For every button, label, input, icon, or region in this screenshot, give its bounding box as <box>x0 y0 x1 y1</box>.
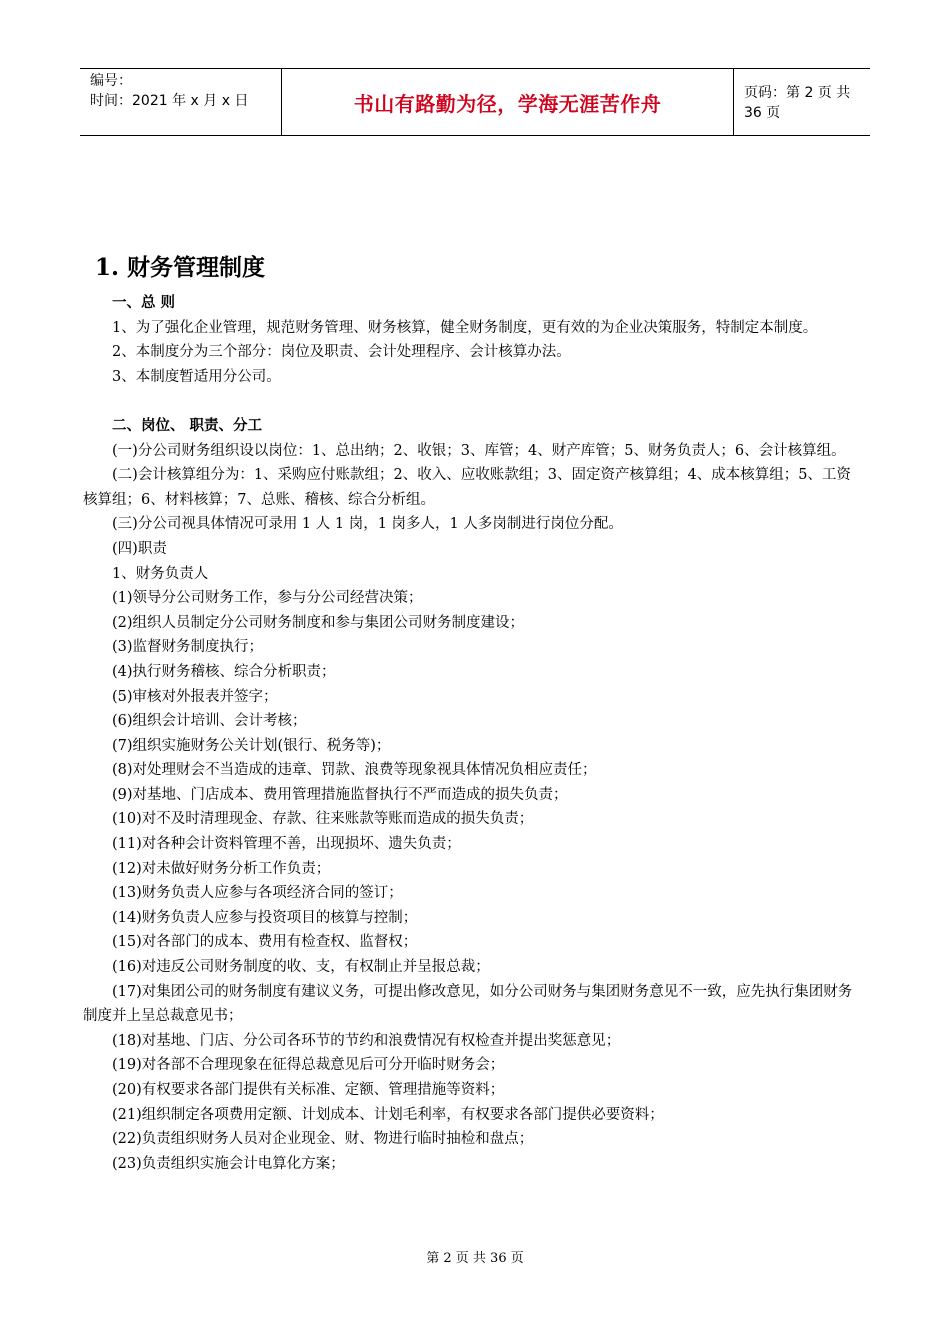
body-paragraph: 1、为了强化企业管理，规范财务管理、财务核算，健全财务制度，更有效的为企业决策服务，特制定本制度。 <box>112 319 818 336</box>
body-paragraph: (5)审核对外报表并签字； <box>112 688 278 705</box>
header-motto-cell <box>282 69 734 135</box>
document-number-label: 编号： <box>90 73 132 89</box>
body-paragraph: (17)对集团公司的财务制度有建议义务，可提出修改意见，如分公司财务与集团财务意见不一致，应先执行集团财务制度并上呈总裁意见书； <box>83 983 853 1025</box>
document-body <box>95 250 865 286</box>
body-paragraph: (8)对处理财会不当造成的违章、罚款、浪费等现象视具体情况负相应责任； <box>112 762 597 779</box>
body-paragraph: (4)执行财务稽核、综合分析职责； <box>112 663 336 680</box>
body-paragraph: (一)分公司财务组织设以岗位：1、总出纳；2、收银；3、库管；4、财产库管；5、财务负责人；6、会计核算组。 <box>112 442 846 459</box>
body-paragraph: (15)对各部门的成本、费用有检查权、监督权； <box>112 934 418 951</box>
header-motto: 书山有路勤为径，学海无涯苦作舟 <box>353 91 662 116</box>
body-paragraph: (21)组织制定各项费用定额、计划成本、计划毛利率，有权要求各部门提供必要资料； <box>112 1106 664 1123</box>
body-paragraph: (3)监督财务制度执行； <box>112 639 264 656</box>
body-paragraph: (11)对各种会计资料管理不善，出现损坏、遗失负责； <box>112 836 461 853</box>
body-paragraph: (12)对未做好财务分析工作负责； <box>112 860 331 877</box>
body-paragraph: (2)组织人员制定分公司财务制度和参与集团公司财务制度建设； <box>112 614 525 631</box>
blank-line <box>83 389 861 414</box>
body-paragraph: (23)负责组织实施会计电算化方案； <box>112 1155 345 1172</box>
document-paragraphs <box>83 291 861 1176</box>
body-paragraph: (四)职责 <box>112 540 167 557</box>
body-paragraph: (二)会计核算组分为：1、采购应付账款组；2、收入、应收账款组；3、固定资产核算组；4、成本核算组；5、工资核算组；6、材料核算；7、总账、稽核、综合分析组。 <box>83 467 851 508</box>
body-paragraph: 3、本制度暂适用分公司。 <box>112 368 281 385</box>
body-paragraph: (三)分公司视具体情况可录用 1 人 1 岗，1 岗多人，1 人多岗制进行岗位分配。 <box>112 516 623 533</box>
header-page-info: 页码：第 2 页 共 36 页 <box>744 85 851 121</box>
body-paragraph: 1、财务负责人 <box>112 565 209 582</box>
document-date-label: 时间：2021 年 x 月 x 日 <box>90 93 249 109</box>
body-paragraph: (1)领导分公司财务工作，参与分公司经营决策； <box>112 590 423 607</box>
header-table <box>80 68 870 136</box>
body-paragraph: (13)财务负责人应参与各项经济合同的签订； <box>112 885 403 902</box>
body-paragraph: (6)组织会计培训、会计考核； <box>112 713 307 730</box>
header-meta-cell <box>80 69 282 135</box>
body-paragraph: (14)财务负责人应参与投资项目的核算与控制； <box>112 909 418 926</box>
body-paragraph: (16)对违反公司财务制度的收、支，有权制止并呈报总裁； <box>112 959 490 976</box>
body-paragraph: (19)对各部不合理现象在征得总裁意见后可分开临时财务会； <box>112 1057 505 1074</box>
header-page-cell <box>734 69 870 135</box>
section-heading: 一、总 则 <box>112 294 176 311</box>
body-paragraph: (22)负责组织财务人员对企业现金、财、物进行临时抽检和盘点； <box>112 1131 534 1148</box>
body-paragraph: (18)对基地、门店、分公司各环节的节约和浪费情况有权检查并提出奖惩意见； <box>112 1032 621 1049</box>
page-footer <box>0 1247 950 1266</box>
document-title: 1. 财务管理制度 <box>95 254 266 281</box>
body-paragraph: (20)有权要求各部门提供有关标准、定额、管理措施等资料； <box>112 1082 505 1098</box>
body-paragraph: (10)对不及时清理现金、存款、往来账款等账而造成的损失负责； <box>112 811 534 828</box>
body-paragraph: (9)对基地、门店成本、费用管理措施监督执行不严而造成的损失负责； <box>112 786 568 803</box>
section-heading: 二、岗位、 职责、分工 <box>112 416 263 434</box>
body-paragraph: (7)组织实施财务公关计划(银行、税务等)； <box>112 737 391 754</box>
footer-page-number: 第 2 页 共 36 页 <box>426 1251 524 1266</box>
body-paragraph: 2、本制度分为三个部分：岗位及职责、会计处理程序、会计核算办法。 <box>112 344 571 361</box>
